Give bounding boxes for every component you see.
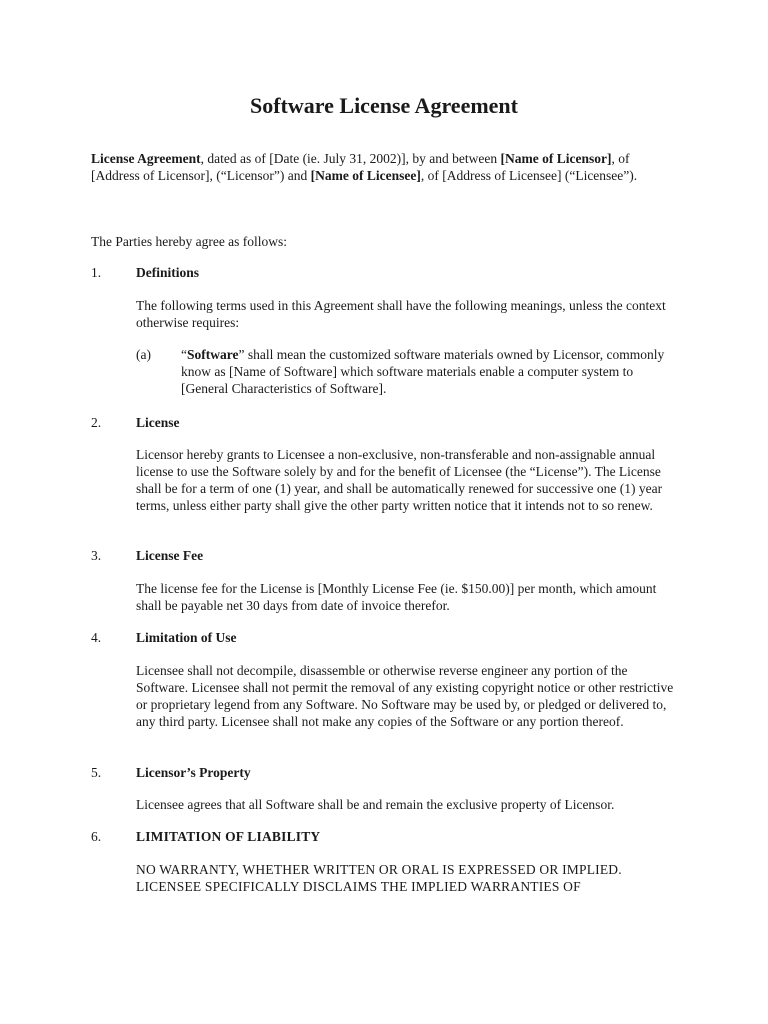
- section-1-body: The following terms used in this Agreement shall have the following meanings, unless the context otherwise requires:: [136, 298, 666, 330]
- section-1-heading: [91, 264, 681, 281]
- section-number: 5.: [91, 765, 102, 780]
- section-4-body: Licensee shall not decompile, disassemble or otherwise reverse engineer any portion of the Software. Licensee shall not permit the removal of any existing copyright notice or other restrictive or proprietary legend from any Software. No Software may be used by, or pledged or delivered to, any third party. Licensee shall not make any copies of the Software or any portion thereof.: [136, 663, 674, 729]
- section-3-heading: [91, 547, 681, 564]
- section-6-body: NO WARRANTY, WHETHER WRITTEN OR ORAL IS EXPRESSED OR IMPLIED. LICENSEE SPECIFICALLY DISCLAIMS THE IMPLIED WARRANTIES OF: [136, 862, 622, 894]
- intro-licensor-name: [Name of Licensor]: [500, 151, 612, 166]
- section-number: 6.: [91, 829, 102, 844]
- section-number: 3.: [91, 548, 102, 563]
- section-4-heading: [91, 629, 681, 646]
- section-5-body: Licensee agrees that all Software shall be and remain the exclusive property of Licensor.: [136, 797, 615, 812]
- intro-text-1: , dated as of [Date (ie. July 31, 2002)], by and between: [200, 151, 501, 166]
- section-title: Limitation of Use: [136, 630, 237, 645]
- section-2-heading: [91, 414, 681, 431]
- section-number: 4.: [91, 630, 102, 645]
- intro-text-2: , of [Address of Licensor], (“Licensor”) and: [91, 151, 630, 183]
- section-title: License: [136, 415, 180, 430]
- intro-bold-lead: License Agreement: [91, 151, 201, 166]
- intro-paragraph: [91, 150, 681, 184]
- section-number: 2.: [91, 415, 102, 430]
- intro-licensee-name: [Name of Licensee]: [310, 168, 421, 183]
- agree-statement: The Parties hereby agree as follows:: [91, 234, 288, 249]
- section-title: Licensor’s Property: [136, 765, 251, 780]
- open-quote: “: [181, 347, 187, 362]
- section-2-body: Licensor hereby grants to Licensee a non-exclusive, non-transferable and non-assignable annual license to use the Software solely by and for the benefit of Licensee (the “License”). The License shall be for a term of one (1) year, and shall be automatically renewed for successive one (1) year terms, unless either party shall give the other party written notice that it intends not to so renew.: [136, 447, 663, 513]
- section-5-heading: [91, 764, 681, 781]
- section-3-body: The license fee for the License is [Monthly License Fee (ie. $150.00)] per month, which amount shall be payable net 30 days from date of invoice therefor.: [136, 581, 657, 613]
- defined-term: Software: [187, 347, 239, 362]
- section-title: Definitions: [136, 265, 200, 280]
- document-title: Software License Agreement: [249, 93, 518, 118]
- subclause-label: (a): [136, 347, 151, 362]
- section-number: 1.: [91, 265, 102, 280]
- section-title: License Fee: [136, 548, 204, 563]
- section-6-heading: [91, 828, 681, 845]
- subclause-text: [181, 346, 676, 397]
- section-title: LIMITATION OF LIABILITY: [136, 829, 321, 844]
- intro-text-3: , of [Address of Licensee] (“Licensee”).: [420, 168, 638, 183]
- definition-text: ” shall mean the customized software materials owned by Licensor, commonly know as [Name of Software] which software materials enable a computer system to [General Characteristics of Software].: [181, 347, 665, 396]
